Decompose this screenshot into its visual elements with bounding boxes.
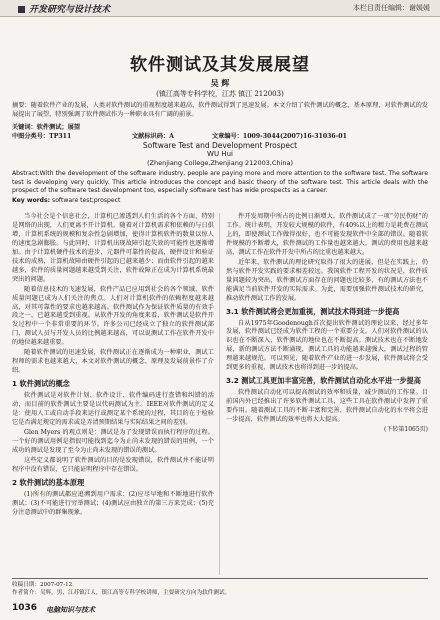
running-header [0, 0, 440, 30]
paragraph: 软件测试是对软件计划、软件设计、软件编码进行查错和纠错的活动，而目前的软件测试主要是以代码测试为主。IEEE对软件测试的定义是：使用人工或自动手段来运行或测定某个系统的过程，其目的在于检验它是否满足规定的需求或是弄清预期结果与实际结果之间的差别。 [12, 392, 214, 427]
english-author: WU Hui [207, 150, 233, 158]
paragraph: 近年来，软件测试的理论研究取得了很大的进展，但是在实践上，仍然与软件开发实践的要求相差较远。我国软件工程开发的状况是，软件质量问题较为突出，软件测试方面存在的问题也比较多，有的测试方法也不能满足当前软件开发的实际需求。为此，需要加强软件测试技术的研究，推动软件测试工作的发展。 [226, 258, 428, 302]
section-heading: 3.1 软件测试将会更加重视，测试技术得到进一步提高 [226, 306, 400, 316]
continued-reference: (下转第1065页) [384, 426, 428, 434]
paragraph: 软件测试自动化可以提高测试的效率和质量，减少测试的工作量。目前国内外已经推出了许多软件测试工具，这些工具在软件测试中发挥了重要作用。随着测试工具的不断丰富和完善，软件测试自动化的水平将会进一步提高，软件测试的效率也将大大提高。 [226, 389, 428, 424]
header-section [18, 2, 110, 15]
page-number: 1036 [12, 603, 38, 613]
english-keywords-label: Key words: [12, 197, 51, 204]
author-bio: 作者简介：吴辉，男，江苏镇江人，镇江高等专科学校讲师，主要研究方向为软件测试。 [12, 590, 231, 596]
english-title: Software Test and Development Prospect [142, 141, 298, 150]
paper-authors: 吴 辉 [210, 78, 230, 88]
section-heading: 1 软件测试的概念 [12, 379, 70, 389]
english-keywords-text: software test;prospect [50, 197, 121, 204]
paragraph: 自从1975年Goodenough首次提出软件测试的理论以来，经过多年发展，软件测试已经成为软件工程的一个重要分支。人们对软件测试的认识也在不断深入，软件测试的地位也在不断提高。测试技术也在不断地发展，新的测试方法不断涌现，测试工具的功能越来越强大，测试过程的管理越来越规范。可以预见，随着软件产业的进一步发展，软件测试将会受到更多的重视，测试技术也将得到进一步的提高。 [226, 319, 428, 372]
clc-number: 中图分类号：TP311 [12, 133, 72, 140]
english-keywords [12, 197, 428, 204]
paragraph: 随着软件测试的迅速发展，软件测试正在逐渐成为一种职业，测试工程师的需求也越来越大，本文对软件测试的概念、原理及发展前景作了介绍。 [12, 349, 214, 375]
paper-title: 软件测试及其发展展望 [130, 55, 310, 75]
paragraph: (1)所有的测试都应追溯到用户需求；(2)应尽早地和不断地进行软件测试；(3)不可能进行穷举测试；(4)测试应由独立的第三方来完成；(5)充分注意测试中的群集现象。 [12, 490, 214, 516]
body-left-column [12, 213, 214, 519]
column-divider [219, 213, 220, 575]
paragraph: 当今社会是个信息社会，计算机已渗透到人们生活的各个方面，特别是网络的出现，人们更离不开计算机。随着对计算机需求和依赖的与日俱增，计算机系统的规模和复杂性急剧增加，使得计算机软件的数量以惊人的速度急剧膨胀。与此同时，计算机出现故障引起失效的可能性也逐渐增加。由于计算机硬件技术的进步，元器件可靠性的提高，硬件设计和验证技术的成熟，计算机故障由硬件引起的已越来越少；而由软件引起的越来越多，软件的质量问题越来越受到关注，软件故障正在成为计算机系统最突出的问题。 [12, 213, 214, 283]
page-footer [12, 603, 428, 615]
classification-line [12, 131, 428, 140]
footnotes [12, 578, 428, 597]
keywords-cn: 关键词：软件测试；展望 [12, 124, 81, 131]
header-editor: 本栏目责任编辑：谢媛媛 [353, 4, 430, 12]
square-bullet-icon [18, 6, 25, 13]
received-date: 收稿日期：2007-07-12 [12, 582, 73, 588]
article-number: 文章编号：1009-3044(2007)16-31036-01 [212, 133, 347, 140]
abstract-cn: 摘要：随着软件产业的发展，人类对软件测试的重视程度越来越高，软件测试得到了迅速发展。本文介绍了软件测试的概念、基本原理，对软件测试的发展提出了展望，特别强调了软件测试作为一种职业具有广阔的前景。 [12, 102, 428, 118]
document-code: 文献标识码：A [132, 133, 174, 140]
english-affiliation: (Zhenjiang College,Zhenjiang 212003,China) [146, 159, 294, 167]
paragraph: 这些定义都说明了软件测试的目的是发现错误，软件测试并不能证明程序中没有错误，它只能证明程序中存在错误。 [12, 456, 214, 473]
section-heading: 3.2 测试工具更加丰富完善，软件测试自动化水平进一步提高 [226, 376, 421, 386]
paper-affiliation: (镇江高等专科学校，江苏 镇江 212003) [156, 90, 284, 98]
header-section-label: 开发研究与设计技术 [29, 5, 111, 15]
paragraph: 随着信息技术的飞速发展，软件产品已应用到社会的各个领域，软件质量问题已成为人们关注的焦点。人们对计算机软件的依赖程度越来越高，对其可靠性的要求也越来越高。软件测试作为保证软件质量的有效手段之一，已越来越受到重视。从软件开发的角度来看，软件测试是软件开发过程中一个非常重要的环节。许多公司已经成立了独立的软件测试部门，测试人员与开发人员的比例越来越高，可以说测试工作在软件开发中的地位越来越重要。 [12, 285, 214, 347]
section-heading: 2 软件测试的基本原理 [12, 477, 85, 487]
paragraph: 件开发周期中所占的比例日渐增大。软件测试成了一项“劳民伤财”的工作。统计表明，开发较大规模的软件，有40%以上的精力是耗费在测试上的，即使测试工作做得很好，也不可能发现软件中全部的错误。随着软件规模的不断增大，软件测试的工作量也越来越大，测试的费用也越来越高，测试工作在软件开发中所占的比重也越来越大。 [226, 213, 428, 256]
english-abstract: Abstract:With the development of the software industry, people are paying more and more attention to the software test. The software test is developing very quickly. This article introduces the concept and basic theory of the software test. This article deals with the prospect of the software test development too, especially software test has wide prospects as a career. [12, 170, 428, 195]
body-right-column [226, 213, 428, 435]
paragraph: Glen Myers 的观点则是：测试是为了发现错误而执行程序的过程。一个好的测试用例是指很可能找到迄今为止尚未发现的错误的用例，一个成功的测试是发现了至今为止尚未发现的错误的测试。 [12, 428, 214, 454]
journal-name: 电脑知识与技术 [46, 606, 95, 614]
